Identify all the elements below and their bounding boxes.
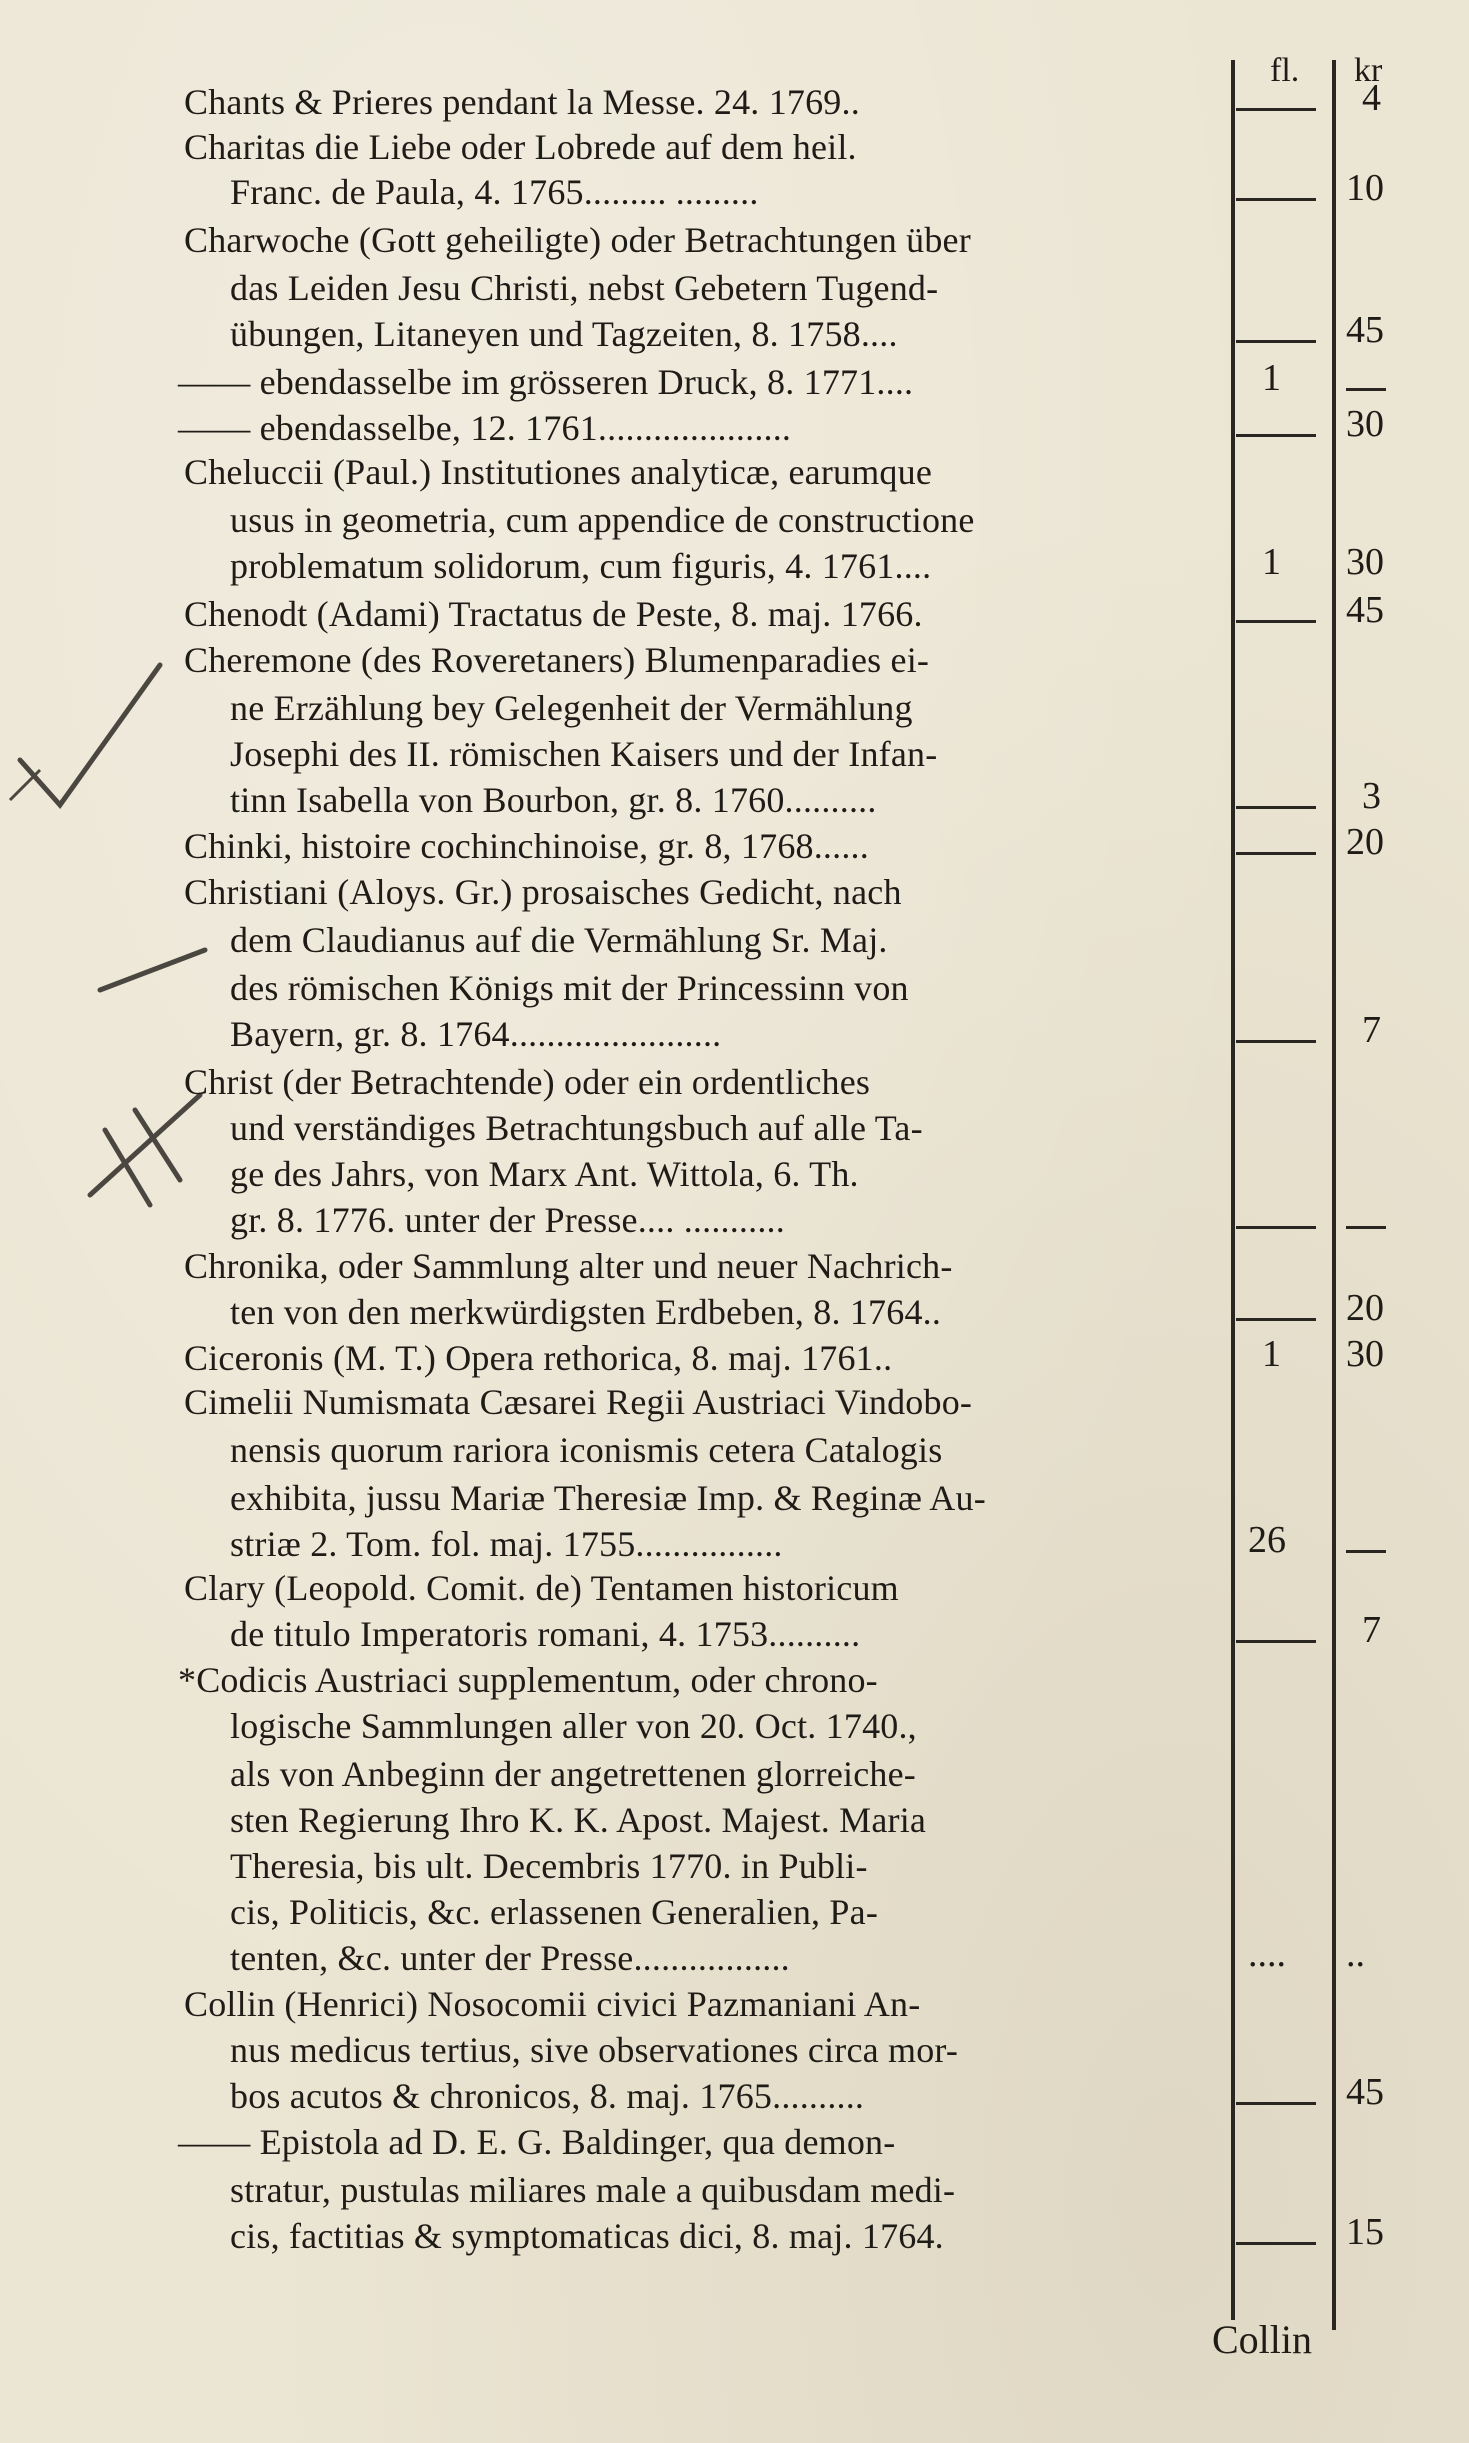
header-kr: kr: [1354, 52, 1383, 89]
entry-line: dem Claudianus auf die Vermählung Sr. Maj.: [230, 920, 888, 960]
pencil-checkmark-1: [20, 665, 160, 805]
fl-value: 1: [1262, 541, 1281, 583]
entry-line: Charwoche (Gott geheiligte) oder Betrachtungen über: [184, 220, 971, 260]
kr-value: 20: [1346, 1287, 1384, 1329]
fl-dash: [1236, 434, 1316, 437]
kr-dash: [1346, 1550, 1386, 1553]
entry-line: Theresia, bis ult. Decembris 1770. in Publi-: [230, 1846, 868, 1886]
entry-line: —— Epistola ad D. E. G. Baldinger, qua demon-: [178, 2122, 896, 2162]
entry-line: Chinki, histoire cochinchinoise, gr. 8, 1768......: [184, 826, 869, 866]
entry-line: tinn Isabella von Bourbon, gr. 8. 1760..........: [230, 780, 877, 820]
kr-value: 20: [1346, 821, 1384, 863]
fl-value: 1: [1262, 1333, 1281, 1375]
fl-dash: [1236, 1226, 1316, 1229]
entry-line: ten von den merkwürdigsten Erdbeben, 8. 1764..: [230, 1292, 942, 1332]
kr-value: 30: [1346, 403, 1384, 445]
entry-line: exhibita, jussu Mariæ Theresiæ Imp. & Reginæ Au-: [230, 1478, 986, 1518]
kr-value: 45: [1346, 589, 1384, 631]
entry-line: Christ (der Betrachtende) oder ein ordentliches: [184, 1062, 871, 1102]
entry-line: als von Anbeginn der angetrettenen glorreiche-: [230, 1754, 916, 1794]
kr-value: 30: [1346, 541, 1384, 583]
entry-line: Chenodt (Adami) Tractatus de Peste, 8. maj. 1766.: [184, 594, 923, 634]
entry-line: nus medicus tertius, sive observationes circa mor-: [230, 2030, 959, 2070]
entry-line: ge des Jahrs, von Marx Ant. Wittola, 6. Th.: [230, 1154, 859, 1194]
fl-dash: [1236, 2102, 1316, 2105]
kr-dash: [1346, 388, 1386, 391]
fl-dash: [1236, 1318, 1316, 1321]
entry-line: nensis quorum rariora iconismis cetera Catalogis: [230, 1430, 943, 1470]
entry-line: gr. 8. 1776. unter der Presse.... ...........: [230, 1200, 785, 1240]
entry-line: —— ebendasselbe im grösseren Druck, 8. 1771....: [178, 362, 914, 402]
entry-line: bos acutos & chronicos, 8. maj. 1765..........: [230, 2076, 865, 2116]
header-fl: fl.: [1270, 52, 1300, 89]
fl-dash: [1236, 2242, 1316, 2245]
entry-line: de titulo Imperatoris romani, 4. 1753..........: [230, 1614, 861, 1654]
fl-dash: [1236, 1040, 1316, 1043]
entry-line: das Leiden Jesu Christi, nebst Gebetern Tugend-: [230, 268, 939, 308]
entry-line: ne Erzählung bey Gelegenheit der Vermählung: [230, 688, 913, 728]
fl-value: ....: [1248, 1933, 1286, 1975]
kr-value: 45: [1346, 309, 1384, 351]
entry-line: Josephi des II. römischen Kaisers und der Infan-: [230, 734, 938, 774]
kr-value: 30: [1346, 1333, 1384, 1375]
entry-line: Chronika, oder Sammlung alter und neuer Nachrich-: [184, 1246, 953, 1286]
entry-line: übungen, Litaneyen und Tagzeiten, 8. 1758....: [230, 314, 898, 354]
kr-value: 3: [1362, 775, 1381, 817]
entry-line: stratur, pustulas miliares male a quibusdam medi-: [230, 2170, 956, 2210]
kr-dash: [1346, 1226, 1386, 1229]
fl-value: 26: [1248, 1519, 1286, 1561]
entry-line: Cheremone (des Roveretaners) Blumenparadies ei-: [184, 640, 930, 680]
fl-value: 1: [1262, 357, 1281, 399]
entry-line: Collin (Henrici) Nosocomii civici Pazmaniani An-: [184, 1984, 921, 2024]
pencil-stroke: [10, 770, 40, 800]
pencil-cross-mark: [90, 1095, 200, 1205]
entry-line: Chants & Prieres pendant la Messe. 24. 1769..: [184, 82, 860, 122]
entry-line: sten Regierung Ihro K. K. Apost. Majest. Maria: [230, 1800, 927, 1840]
fl-dash: [1236, 198, 1316, 201]
fl-dash: [1236, 620, 1316, 623]
kr-value: ..: [1346, 1933, 1365, 1975]
entry-line: des römischen Königs mit der Princessinn von: [230, 968, 909, 1008]
fl-column-rule: [1231, 60, 1235, 2320]
entry-line: Charitas die Liebe oder Lobrede auf dem heil.: [184, 127, 857, 167]
entry-line: cis, factitias & symptomaticas dici, 8. maj. 1764.: [230, 2216, 944, 2256]
entry-line: —— ebendasselbe, 12. 1761.....................: [178, 408, 792, 448]
entry-line: Cheluccii (Paul.) Institutiones analyticæ, earumque: [184, 452, 933, 492]
entry-line: tenten, &c. unter der Presse.................: [230, 1938, 790, 1978]
kr-column-rule: [1332, 60, 1336, 2330]
entry-line: Cimelii Numismata Cæsarei Regii Austriaci Vindobo-: [184, 1382, 973, 1422]
kr-value: 7: [1362, 1609, 1381, 1651]
fl-dash: [1236, 806, 1316, 809]
entry-line: striæ 2. Tom. fol. maj. 1755................: [230, 1524, 783, 1564]
entry-line: und verständiges Betrachtungsbuch auf alle Ta-: [230, 1108, 923, 1148]
entry-line: cis, Politicis, &c. erlassenen Generalien, Pa-: [230, 1892, 879, 1932]
entry-line: Christiani (Aloys. Gr.) prosaisches Gedicht, nach: [184, 872, 902, 912]
catchword: Collin: [1212, 2317, 1313, 2362]
kr-value: 15: [1346, 2211, 1384, 2253]
kr-value: 4: [1362, 77, 1381, 119]
kr-value: 45: [1346, 2071, 1384, 2113]
entry-line: Bayern, gr. 8. 1764.......................: [230, 1014, 722, 1054]
entry-line: logische Sammlungen aller von 20. Oct. 1740.,: [230, 1706, 917, 1746]
entry-line: Ciceronis (M. T.) Opera rethorica, 8. maj. 1761..: [184, 1338, 893, 1378]
fl-dash: [1236, 340, 1316, 343]
entry-line: Franc. de Paula, 4. 1765......... .........: [230, 172, 759, 212]
entry-line: Clary (Leopold. Comit. de) Tentamen historicum: [184, 1568, 899, 1608]
kr-value: 7: [1362, 1009, 1381, 1051]
pencil-checkmark-2: [100, 950, 205, 990]
entry-line: problematum solidorum, cum figuris, 4. 1761....: [230, 546, 932, 586]
kr-value: 10: [1346, 167, 1384, 209]
fl-dash: [1236, 108, 1316, 111]
fl-dash: [1236, 1640, 1316, 1643]
fl-dash: [1236, 852, 1316, 855]
entry-line: usus in geometria, cum appendice de constructione: [230, 500, 975, 540]
entry-line: *Codicis Austriaci supplementum, oder chrono-: [178, 1660, 878, 1700]
